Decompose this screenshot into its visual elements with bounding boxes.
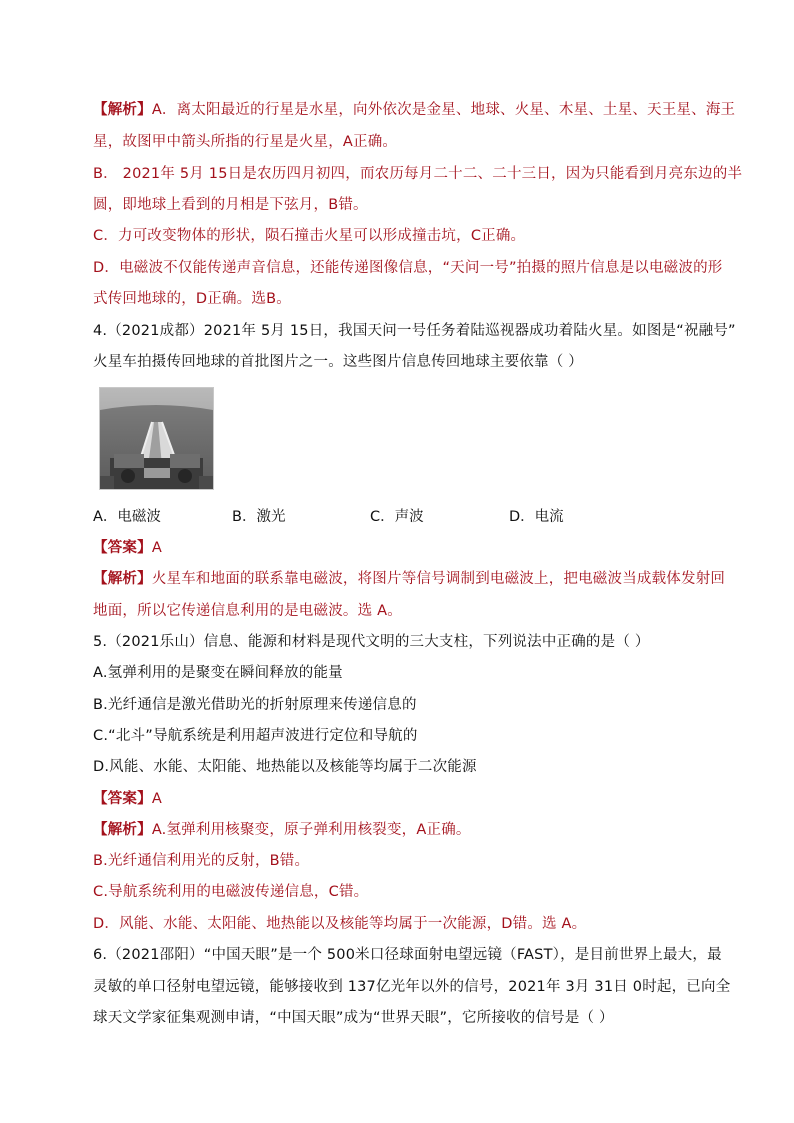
analysis-tag: 【解析】: [93, 102, 152, 118]
analysis-line: 【解析】A.氢弹利用核聚变，原子弹利用核裂变，A正确。: [93, 822, 471, 838]
question-5-option[interactable]: D.风能、水能、太阳能、地热能以及核能等均属于二次能源: [93, 759, 477, 775]
question-5-option[interactable]: B.光纤通信是激光借助光的折射原理来传递信息的: [93, 697, 417, 713]
question-6-stem: 6.（2021邵阳）“中国天眼”是一个 500米口径球面射电望远镜（FAST），是目前世界上最大，最: [93, 947, 722, 963]
question-5-option[interactable]: C.“北斗”导航系统是利用超声波进行定位和导航的: [93, 728, 418, 744]
analysis-line: D．风能、水能、太阳能、地热能以及核能等均属于一次能源，D错。选 A。: [93, 916, 587, 932]
analysis-line: 地面，所以它传递信息利用的是电磁波。选 A。: [93, 603, 402, 619]
question-4-stem: 4.（2021成都）2021年 5月 15日，我国天问一号任务着陆巡视器成功着陆火星。如图是“祝融号”: [93, 323, 736, 339]
analysis-line: 式传回地球的，D正确。选B。: [93, 291, 291, 307]
analysis-line: 星，故图甲中箭头所指的行星是火星，A正确。: [93, 134, 398, 150]
analysis-line: D．电磁波不仅能传递声音信息，还能传递图像信息，“天问一号”拍摄的照片信息是以电磁波的形: [93, 260, 723, 276]
analysis-line: 圆，即地球上看到的月相是下弦月，B错。: [93, 197, 368, 213]
analysis-line: C．力可改变物体的形状，陨石撞击火星可以形成撞击坑，C正确。: [93, 228, 526, 244]
option-b[interactable]: B．激光: [232, 509, 286, 525]
question-5-option[interactable]: A.氢弹利用的是聚变在瞬间释放的能量: [93, 665, 343, 681]
answer-line: 【答案】A: [93, 791, 162, 807]
option-d[interactable]: D．电流: [509, 509, 564, 525]
question-6-stem: 球天文学家征集观测申请，“中国天眼”成为“世界天眼”，它所接收的信号是（ ）: [93, 1010, 614, 1026]
answer-tag: 【答案】: [93, 540, 152, 556]
question-4-stem: 火星车拍摄传回地球的首批图片之一。这些图片信息传回地球主要依靠（ ）: [93, 354, 583, 370]
answer-line: 【答案】A: [93, 540, 162, 556]
analysis-line: B． 2021年 5月 15日是农历四月初四，而农历每月二十二、二十三日，因为只能看到月亮东边的半: [93, 166, 743, 182]
answer-tag: 【答案】: [93, 791, 152, 807]
option-a[interactable]: A．电磁波: [93, 509, 161, 525]
option-c[interactable]: C．声波: [370, 509, 424, 525]
analysis-line: B.光纤通信利用光的反射，B错。: [93, 853, 310, 869]
mars-rover-photo: [99, 387, 214, 490]
analysis-line: 【解析】A．离太阳最近的行星是水星，向外依次是金星、地球、火星、木星、土星、天王星、海王: [93, 102, 736, 118]
analysis-line: C.导航系统利用的电磁波传递信息，C错。: [93, 884, 369, 900]
analysis-tag: 【解析】: [93, 571, 152, 587]
mars-rover-photo-illustration: [100, 388, 213, 489]
question-6-stem: 灵敏的单口径射电望远镜，能够接收到 137亿光年以外的信号，2021年 3月 31日 0时起，已向全: [93, 979, 731, 995]
analysis-line: 【解析】火星车和地面的联系靠电磁波，将图片等信号调制到电磁波上，把电磁波当成载体发射回: [93, 571, 726, 587]
question-5-stem: 5.（2021乐山）信息、能源和材料是现代文明的三大支柱，下列说法中正确的是（ ）: [93, 634, 650, 650]
analysis-tag: 【解析】: [93, 822, 152, 838]
